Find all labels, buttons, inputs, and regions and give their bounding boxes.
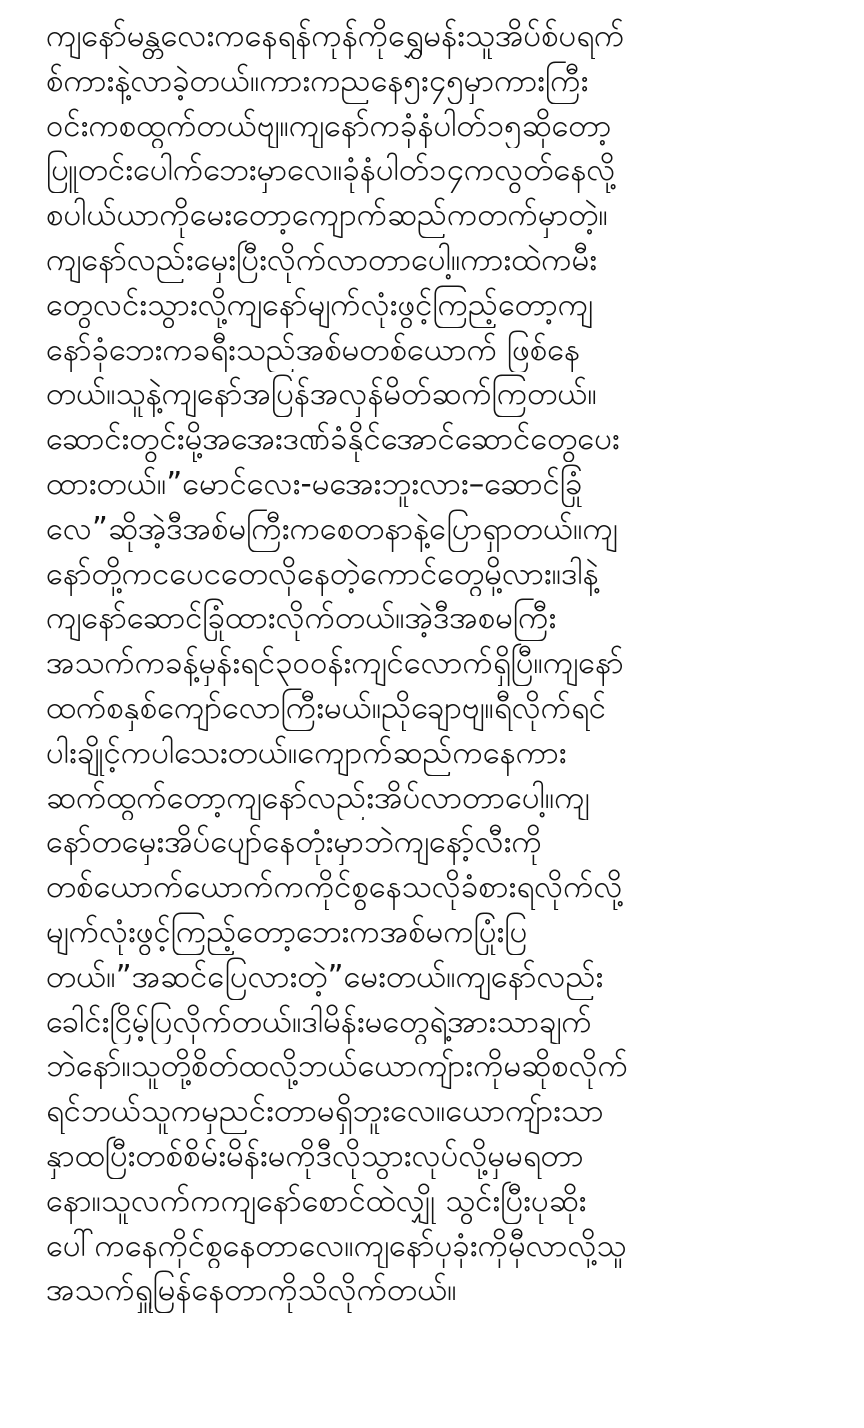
text-line: အသက်ရှူမြန်နေတာကိုသိလိုက်တယ်။ bbox=[46, 1272, 457, 1309]
text-line: တယ်။”အဆင်ပြေလားတဲ့”မေးတယ်။ကျနော်လည်း bbox=[46, 958, 604, 995]
text-line: စပါယ်ယာကိုမေးတော့ကျောက်ဆည်ကတက်မှာတဲ့။ bbox=[46, 197, 608, 234]
text-line: ပါးချိုင့်ကပါသေးတယ်။ကျောက်ဆည်ကနေကား bbox=[46, 734, 567, 771]
text-line: နော်တို့ကငပေငတေလိုနေတဲ့ကောင်တွေမို့လား။ဒါနဲ့ bbox=[46, 555, 599, 592]
text-line: ကျနော်ဆောင်ခြုံထားလိုက်တယ်။အဲ့ဒီအစမကြီး bbox=[46, 600, 557, 637]
text-line: တွေလင်းသွားလို့ကျနော်မျက်လုံးဖွင့်ကြည့်တော့ကျ bbox=[46, 286, 593, 323]
text-line: တစ်ယောက်ယောက်ကကိုင်စွနေသလိုခံစားရလိုက်လို့ bbox=[46, 869, 623, 906]
text-line: ဘဲနော်။သူတို့စိတ်ထလို့ဘယ်ယောကျ်ားကိုမဆိုစလိုက် bbox=[46, 1048, 628, 1085]
text-line: ကျနော်မန္တလေးကနေရန်ကုန်ကိုရွှေမန်းသူအိပ်စ်ပရက် bbox=[46, 18, 625, 54]
text-line: ဆက်ထွက်တော့ကျနော်လည်းအိပ်လာတာပေါ့။ကျ bbox=[46, 779, 590, 816]
text-line: နော်တမှေးအိပ်ပျော်နေတုံးမှာဘဲကျနော့်လီးကို bbox=[46, 824, 542, 861]
text-line: ထားတယ်။”မောင်လေး-မအေးဘူးလား–ဆောင်ခြုံ bbox=[46, 465, 583, 502]
text-line: အသက်ကခန့်မှန်းရင်၃၀၀န်းကျင်လောက်ရှိပြီ။ကျနော် bbox=[46, 645, 624, 682]
text-line: တယ်။သူနဲ့ကျနော်အပြန်အလှန်မိတ်ဆက်ကြတယ်။ bbox=[46, 376, 597, 413]
text-line: ရင်ဘယ်သူကမှညင်းတာမရှိဘူးလေ။ယောကျ်ားသာ bbox=[46, 1093, 604, 1130]
text-line: ဝင်းကစထွက်တယ်ဗျ။ကျနော်ကခုံနံပါတ်၁၅ဆိုတော့ bbox=[46, 107, 612, 144]
text-line: နှာထပြီးတစ်စိမ်းမိန်းမကိုဒီလိုသွားလုပ်လို့မှမရတာ bbox=[46, 1137, 584, 1174]
text-line: လေ”ဆိုအဲ့ဒီအစ်မကြီးကစေတနာနဲ့ပြောရှာတယ်။ကျ bbox=[46, 510, 618, 547]
text-line: ဆောင်းတွင်းမို့အအေးဒဏ်ခံနိုင်အောင်ဆောင်တွေပေး bbox=[46, 421, 620, 458]
body-text bbox=[46, 14, 836, 1313]
text-line: ထက်စနှစ်ကျော်လောကြီးမယ်။ညိုချောဗျ။ရီလိုက်ရင် bbox=[46, 689, 607, 726]
text-line: ခေါင်းငြိမ့်ပြလိုက်တယ်။ဒါမိန်းမတွေရဲ့အားသာချက် bbox=[46, 1003, 592, 1040]
text-line: နော်ခုံဘေးကခရီးသည်အစ်မတစ်ယောက် ဖြစ်နေ bbox=[46, 331, 581, 368]
text-line: ပြူတင်းပေါက်ဘေးမှာလေ။ခုံနံပါတ်၁၄ကလွတ်နေလို့ bbox=[46, 152, 616, 189]
text-line: မျက်လုံးဖွင့်ကြည့်တော့ဘေးကအစ်မကပြုံးပြ bbox=[46, 913, 528, 950]
text-line: ကျနော်လည်းမှေးပြီးလိုက်လာတာပေါ့။ကားထဲကမီး bbox=[46, 241, 598, 278]
text-line: နော။သူလက်ကကျနော်စောင်ထဲလျှို သွင်းပြီးပုဆိုး bbox=[46, 1182, 587, 1219]
text-line: စ်ကားနဲ့လာခဲ့တယ်။ကားကညနေ၅း၄၅မှာကားကြီး bbox=[46, 62, 589, 99]
text-line: ပေါ်ကနေကိုင်စွနေတာလေ။ကျနော်ပုခုံးကိုမှီလာလို့သူ bbox=[46, 1227, 627, 1264]
